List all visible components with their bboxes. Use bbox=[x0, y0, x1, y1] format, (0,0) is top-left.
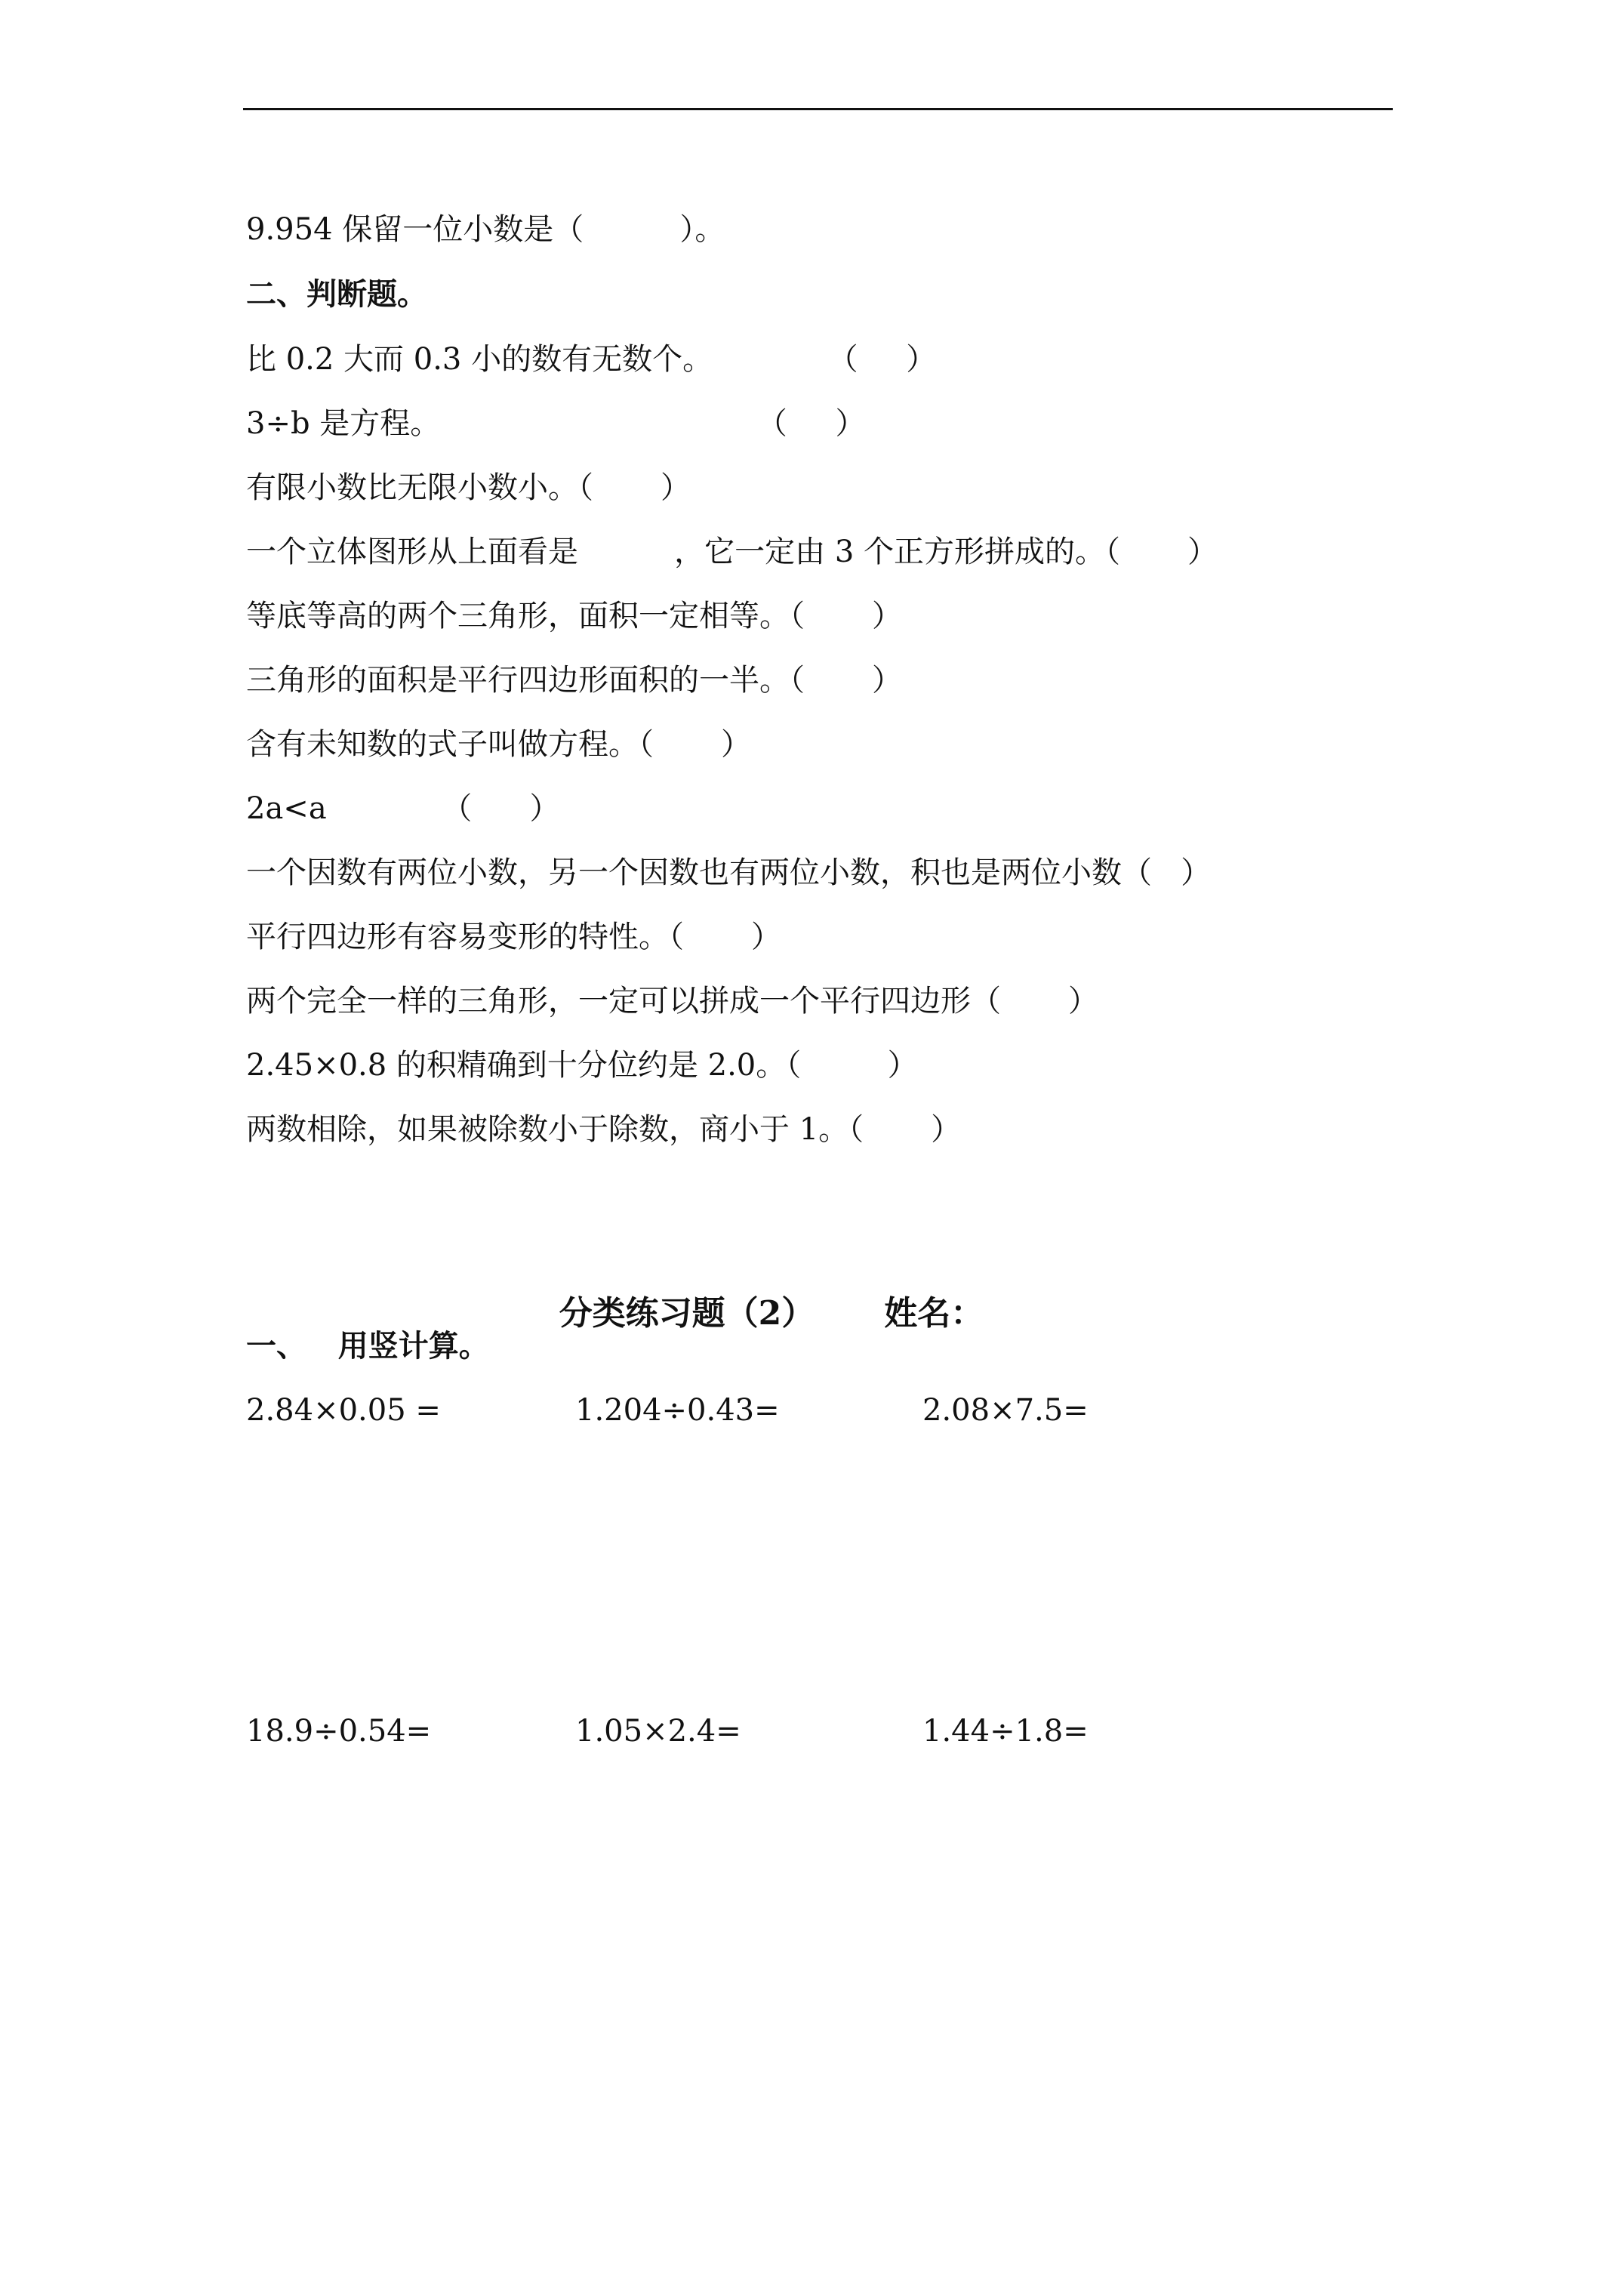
section2-heading: 二、判断题。 bbox=[246, 276, 427, 312]
rounding-question: 9.954 保留一位小数是（ ）。 bbox=[246, 212, 725, 247]
judgment-item: 3÷b 是方程。 （ ） bbox=[246, 406, 866, 441]
judgment-item: 比 0.2 大而 0.3 小的数有无数个。 （ ） bbox=[246, 342, 937, 377]
calc-problem: 1.05×2.4= bbox=[575, 1714, 741, 1749]
judgment-item: 平行四边形有容易变形的特性。（ ） bbox=[246, 920, 782, 954]
judgment-item: 两数相除，如果被除数小于除数，商小于 1。（ ） bbox=[246, 1112, 962, 1147]
judgment-item: 等底等高的两个三角形，面积一定相等。（ ） bbox=[246, 599, 903, 633]
worksheet-title: 分类练习题（2） bbox=[559, 1294, 815, 1333]
calc-problem: 2.08×7.5= bbox=[922, 1393, 1089, 1428]
judgment-item: 一个因数有两位小数，另一个因数也有两位小数，积也是两位小数（ ） bbox=[246, 855, 1212, 890]
header-rule bbox=[243, 108, 1393, 110]
calc-problem: 2.84×0.05 = bbox=[246, 1393, 441, 1428]
section1-heading: 一、 用竖计算。 bbox=[246, 1328, 489, 1364]
calc-problem: 1.204÷0.43= bbox=[575, 1393, 780, 1428]
judgment-item: 一个立体图形从上面看是 ，它一定由 3 个正方形拼成的。（ ） bbox=[246, 535, 1218, 569]
name-label: 姓名： bbox=[884, 1294, 984, 1333]
judgment-item: 含有未知数的式子叫做方程。（ ） bbox=[246, 727, 752, 762]
judgment-item: 有限小数比无限小数小。（ ） bbox=[246, 470, 691, 505]
judgment-item: 2a<a （ ） bbox=[246, 791, 560, 826]
judgment-item: 三角形的面积是平行四边形面积的一半。（ ） bbox=[246, 663, 903, 698]
calc-problem: 1.44÷1.8= bbox=[922, 1714, 1089, 1749]
judgment-item: 2.45×0.8 的积精确到十分位约是 2.0。（ ） bbox=[246, 1048, 918, 1083]
calc-problem: 18.9÷0.54= bbox=[246, 1714, 432, 1749]
judgment-item: 两个完全一样的三角形，一定可以拼成一个平行四边形（ ） bbox=[246, 984, 1099, 1019]
worksheet-title-row bbox=[536, 1246, 984, 1336]
